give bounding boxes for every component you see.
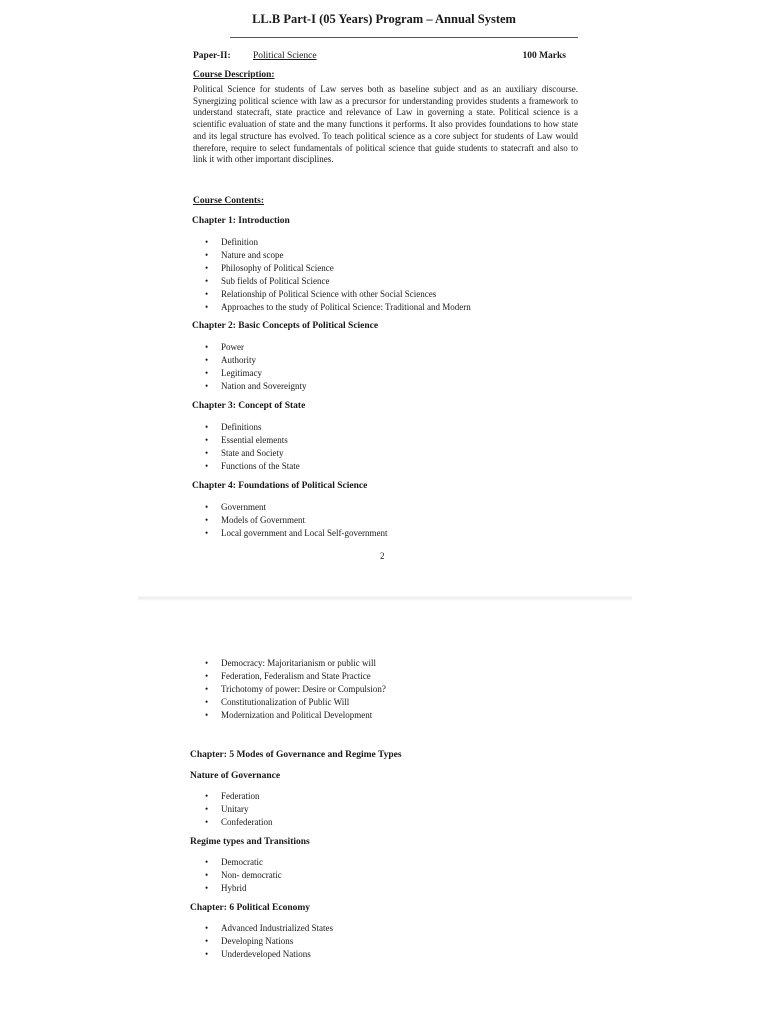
list-item: • Underdeveloped Nations: [205, 948, 333, 961]
list-item: • Legitimacy: [205, 367, 306, 380]
nature-of-governance-list: [205, 790, 272, 829]
list-item: • State and Society: [205, 447, 300, 460]
list-item: • Democracy: Majoritarianism or public will: [205, 657, 386, 670]
chapter-6-list: [205, 922, 333, 961]
course-description-heading: Course Description:: [193, 70, 275, 80]
list-item: • Power: [205, 341, 306, 354]
list-item: • Nation and Sovereignty: [205, 380, 306, 393]
list-item: • Functions of the State: [205, 460, 300, 473]
list-item: • Local government and Local Self-government: [205, 527, 387, 540]
page-separator: [138, 595, 632, 601]
course-contents-heading: Course Contents:: [193, 196, 264, 206]
chapter-2-list: [205, 341, 306, 393]
course-description-text: Political Science for students of Law serves both as baseline subject and as an auxiliary discourse. Synergizing political science with law as a precursor for understanding provides students a framework to understand statecraft, state practice and relevance of Law in governing a state. Political science is a scientific evaluation of state and the many functions it performs. It also provides foundations to how state and its legal structure has evolved. To teach political science as a core subject for students of Law would therefore, require to select fundamentals of political science that guide students to statecraft and also to link it with other important disciplines.: [193, 84, 578, 165]
chapter-3-list: [205, 421, 300, 473]
list-item: • Authority: [205, 354, 306, 367]
chapter-3-title: Chapter 3: Concept of State: [192, 401, 306, 411]
list-item: • Government: [205, 501, 387, 514]
chapter-5-title: Chapter: 5 Modes of Governance and Regime Types: [190, 750, 402, 760]
paper-label: Paper-II:: [193, 51, 231, 61]
document-page-2: [0, 608, 768, 1024]
list-item: • Models of Government: [205, 514, 387, 527]
list-item: • Relationship of Political Science with other Social Sciences: [205, 288, 471, 301]
list-item: • Confederation: [205, 816, 272, 829]
regime-types-heading: Regime types and Transitions: [190, 837, 310, 847]
list-item: • Unitary: [205, 803, 272, 816]
title-divider: [230, 37, 578, 38]
chapter-4-list: [205, 501, 387, 540]
page-number: 2: [380, 551, 385, 561]
list-item: • Hybrid: [205, 882, 282, 895]
list-item: • Definitions: [205, 421, 300, 434]
list-item: • Sub fields of Political Science: [205, 275, 471, 288]
list-item: • Federation: [205, 790, 272, 803]
regime-types-list: [205, 856, 282, 895]
chapter-1-title: Chapter 1: Introduction: [192, 216, 290, 226]
list-item: • Trichotomy of power: Desire or Compulsion?: [205, 683, 386, 696]
paper-marks: 100 Marks: [522, 51, 566, 61]
list-item: • Philosophy of Political Science: [205, 262, 471, 275]
nature-of-governance-heading: Nature of Governance: [190, 771, 281, 781]
paper-name: Political Science: [253, 51, 317, 61]
list-item: • Federation, Federalism and State Practice: [205, 670, 386, 683]
chapter-6-title: Chapter: 6 Political Economy: [190, 903, 311, 913]
list-item: • Nature and scope: [205, 249, 471, 262]
list-item: • Advanced Industrialized States: [205, 922, 333, 935]
list-item: • Essential elements: [205, 434, 300, 447]
list-item: • Approaches to the study of Political Science: Traditional and Modern: [205, 301, 471, 314]
list-item: • Developing Nations: [205, 935, 333, 948]
chapter-4-title: Chapter 4: Foundations of Political Science: [192, 481, 368, 491]
list-item: • Democratic: [205, 856, 282, 869]
list-item: • Non- democratic: [205, 869, 282, 882]
list-item: • Definition: [205, 236, 471, 249]
chapter-1-list: [205, 236, 471, 314]
document-title: LL.B Part-I (05 Years) Program – Annual System: [252, 12, 516, 26]
list-item: • Constitutionalization of Public Will: [205, 696, 386, 709]
chapter-2-title: Chapter 2: Basic Concepts of Political Science: [192, 321, 379, 331]
list-item: • Modernization and Political Development: [205, 709, 386, 722]
continued-list: [205, 657, 386, 722]
